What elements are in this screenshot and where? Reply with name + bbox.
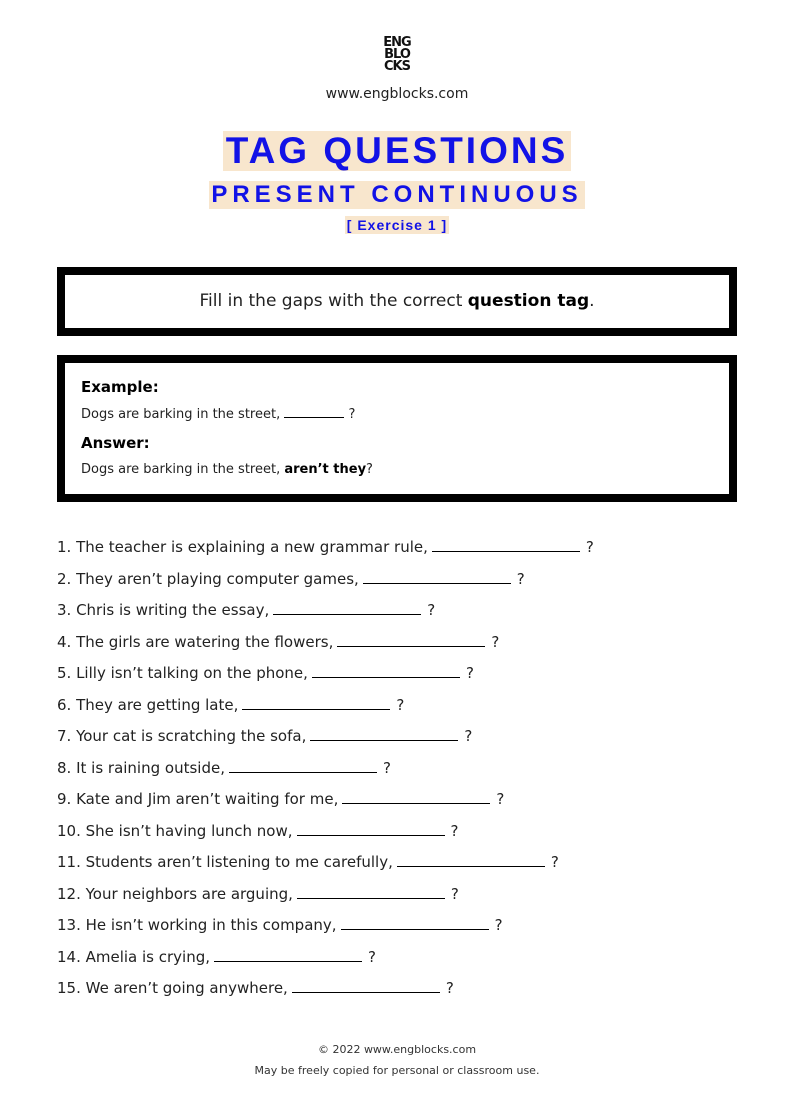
question-text: 3. Chris is writing the essay, bbox=[57, 601, 270, 619]
question-item bbox=[57, 885, 459, 903]
engblocks-logo bbox=[0, 37, 794, 73]
question-text: 1. The teacher is explaining a new grammar rule, bbox=[57, 538, 428, 556]
answer-blank[interactable] bbox=[432, 551, 580, 552]
exercise-number: [ Exercise 1 ] bbox=[346, 217, 448, 233]
question-item bbox=[57, 790, 504, 808]
instruction-end: . bbox=[589, 291, 595, 311]
answer-tag: aren’t they bbox=[284, 462, 367, 477]
question-text: 8. It is raining outside, bbox=[57, 759, 225, 777]
footer-copyright: © 2022 www.engblocks.com bbox=[317, 1043, 477, 1056]
question-text: 15. We aren’t going anywhere, bbox=[57, 979, 288, 997]
answer-blank[interactable] bbox=[341, 929, 489, 930]
example-blank bbox=[284, 416, 344, 418]
question-mark: ? bbox=[445, 979, 454, 997]
page-title: TAG QUESTIONS bbox=[223, 131, 572, 171]
question-item bbox=[57, 664, 474, 682]
question-item bbox=[57, 759, 391, 777]
answer-sentence bbox=[81, 462, 373, 477]
question-item bbox=[57, 538, 594, 556]
logo-line: ENG bbox=[383, 35, 411, 50]
answer-blank[interactable] bbox=[297, 835, 445, 836]
answer-blank[interactable] bbox=[273, 614, 421, 615]
logo-line: BLO bbox=[384, 47, 410, 62]
question-item bbox=[57, 601, 435, 619]
answer-blank[interactable] bbox=[342, 803, 490, 804]
question-text: 5. Lilly isn’t talking on the phone, bbox=[57, 664, 308, 682]
question-item bbox=[57, 916, 503, 934]
question-text: 2. They aren’t playing computer games, bbox=[57, 570, 359, 588]
example-label: Example: bbox=[81, 378, 159, 396]
question-mark: ? bbox=[465, 664, 474, 682]
logo-line: CKS bbox=[384, 59, 410, 74]
question-mark: ? bbox=[368, 948, 376, 966]
answer-label: Answer: bbox=[81, 434, 150, 452]
example-box bbox=[57, 355, 737, 502]
answer-blank[interactable] bbox=[310, 740, 458, 741]
answer-blank[interactable] bbox=[242, 709, 390, 710]
example-question-mark: ? bbox=[348, 407, 356, 422]
question-item bbox=[57, 853, 559, 871]
question-text: 4. The girls are watering the flowers, bbox=[57, 633, 334, 651]
question-text: 9. Kate and Jim aren’t waiting for me, bbox=[57, 790, 339, 808]
example-text: Dogs are barking in the street, bbox=[81, 407, 281, 422]
question-mark: ? bbox=[585, 538, 594, 556]
instruction-text: Fill in the gaps with the correct bbox=[199, 291, 468, 311]
question-text: 10. She isn’t having lunch now, bbox=[57, 822, 293, 840]
instruction-bold: question tag bbox=[467, 291, 590, 311]
instruction-box bbox=[57, 267, 737, 336]
answer-blank[interactable] bbox=[312, 677, 460, 678]
question-item bbox=[57, 570, 525, 588]
question-item bbox=[57, 948, 376, 966]
answer-blank[interactable] bbox=[297, 898, 445, 899]
answer-blank[interactable] bbox=[363, 583, 511, 584]
example-sentence bbox=[81, 407, 355, 422]
question-mark: ? bbox=[427, 601, 436, 619]
question-item bbox=[57, 696, 404, 714]
answer-blank[interactable] bbox=[229, 772, 377, 773]
question-text: 13. He isn’t working in this company, bbox=[57, 916, 337, 934]
page-subtitle: PRESENT CONTINUOUS bbox=[211, 181, 583, 208]
answer-blank[interactable] bbox=[337, 646, 485, 647]
answer-blank[interactable] bbox=[292, 992, 440, 993]
question-text: 14. Amelia is crying, bbox=[57, 948, 211, 966]
answer-blank[interactable] bbox=[214, 961, 362, 962]
question-item bbox=[57, 727, 472, 745]
answer-text: Dogs are barking in the street, bbox=[81, 462, 285, 477]
question-text: 11. Students aren’t listening to me carefully, bbox=[57, 853, 393, 871]
question-mark: ? bbox=[464, 727, 473, 745]
answer-blank[interactable] bbox=[397, 866, 545, 867]
question-mark: ? bbox=[382, 759, 391, 777]
question-mark: ? bbox=[450, 885, 459, 903]
site-url[interactable]: www.engblocks.com bbox=[325, 86, 469, 102]
question-text: 7. Your cat is scratching the sofa, bbox=[57, 727, 307, 745]
question-mark: ? bbox=[550, 853, 559, 871]
question-item bbox=[57, 979, 454, 997]
question-item bbox=[57, 633, 499, 651]
question-text: 6. They are getting late, bbox=[57, 696, 239, 714]
question-mark: ? bbox=[494, 916, 503, 934]
footer-note: May be freely copied for personal or classroom use. bbox=[254, 1064, 540, 1077]
question-text: 12. Your neighbors are arguing, bbox=[57, 885, 293, 903]
question-mark: ? bbox=[491, 633, 500, 651]
question-mark: ? bbox=[516, 570, 525, 588]
answer-question-mark: ? bbox=[366, 462, 373, 477]
question-mark: ? bbox=[496, 790, 505, 808]
question-mark: ? bbox=[396, 696, 405, 714]
question-mark: ? bbox=[450, 822, 459, 840]
question-item bbox=[57, 822, 459, 840]
